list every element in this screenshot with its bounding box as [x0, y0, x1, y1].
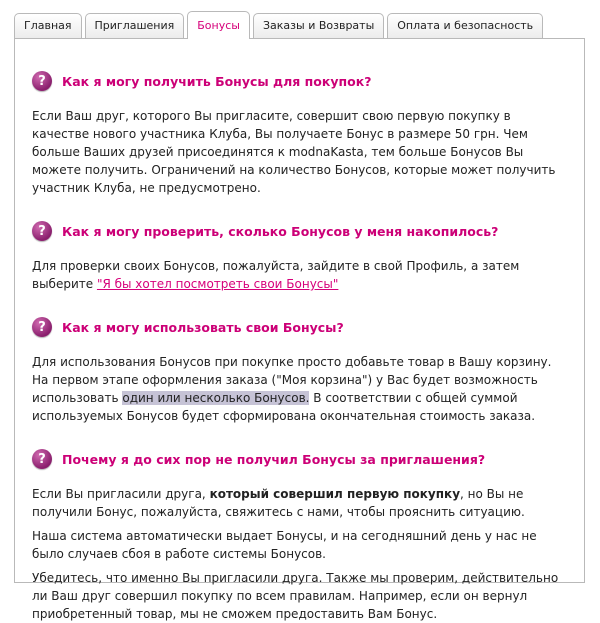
faq-question [32, 314, 570, 340]
faq-list [15, 68, 584, 623]
faq-answer-text: Для использования Бонусов при покупке просто добавьте товар в Вашу корзину. На первом этапе оформления заказа ("Моя корзина") у Вас будет возможность использовать [32, 355, 552, 405]
question-icon: ? [32, 221, 52, 241]
faq-answer-bold: который совершил первую покупку [209, 487, 461, 501]
faq-answer: Убедитесь, что именно Вы пригласили друга. Также мы проверим, действительно ли Ваш друг совершил покупку по всем правилам. Например, если он вернул приобретенный товар, мы не сможем предоставить Вам Бонус. [32, 571, 559, 621]
tab-orders-returns[interactable]: Заказы и Возвраты [253, 13, 384, 38]
tab-payment-security[interactable]: Оплата и безопасность [387, 13, 543, 38]
faq-answer: Наша система автоматически выдает Бонусы, и на сегодняшний день у нас не было случаев сбоя в работе системы Бонусов. [32, 529, 537, 561]
faq-question-text: Почему я до сих пор не получил Бонусы за приглашения? [62, 451, 486, 467]
faq-item [32, 218, 570, 293]
faq-question [32, 218, 570, 244]
faq-answer-text: В соответствии с общей суммой используемых Бонусов будет сформирована окончательная стоимость заказа. [32, 391, 536, 423]
faq-question [32, 446, 570, 472]
faq-question-text: Как я могу получить Бонусы для покупок? [62, 73, 372, 89]
tab-invitations[interactable]: Приглашения [85, 13, 185, 38]
faq-answer [32, 257, 570, 293]
faq-answer: Если Ваш друг, которого Вы пригласите, совершит свою первую покупку в качестве нового участника Клуба, Вы получаете Бонус в размере 50 грн. Чем больше Ваших друзей присоединятся к modnaKasta, тем больше Бонусов Вы можете получить. Ограничений на количество Бонусов, которые может получить участник Клуба, не предусмотрено. [32, 109, 556, 195]
faq-answer-text: Если Вы пригласили друга, [32, 487, 210, 501]
selected-text: один или несколько Бонусов. [122, 391, 310, 405]
faq-question-text: Как я могу использовать свои Бонусы? [62, 319, 344, 335]
faq-answer [32, 353, 570, 425]
tab-bonuses[interactable]: Бонусы [187, 11, 250, 39]
content-panel [14, 38, 585, 621]
tab-bar [14, 10, 546, 38]
question-icon: ? [32, 449, 52, 469]
faq-answer-text: , но Вы не получили Бонус, пожалуйста, свяжитесь с нами, чтобы прояснить ситуацию. [32, 487, 525, 519]
question-icon: ? [32, 317, 52, 337]
question-icon: ? [32, 71, 52, 91]
faq-item [32, 446, 570, 623]
faq-answer [32, 485, 570, 521]
faq-answer-text: Для проверки своих Бонусов, пожалуйста, зайдите в свой Профиль, а затем выберите [32, 259, 520, 291]
faq-question-text: Как я могу проверить, сколько Бонусов у меня накопилось? [62, 223, 499, 239]
faq-question [32, 68, 570, 94]
tab-main[interactable]: Главная [14, 13, 82, 38]
faq-item [32, 314, 570, 425]
faq-item [32, 68, 570, 197]
view-bonuses-link[interactable]: "Я бы хотел посмотреть свои Бонусы" [96, 277, 339, 291]
